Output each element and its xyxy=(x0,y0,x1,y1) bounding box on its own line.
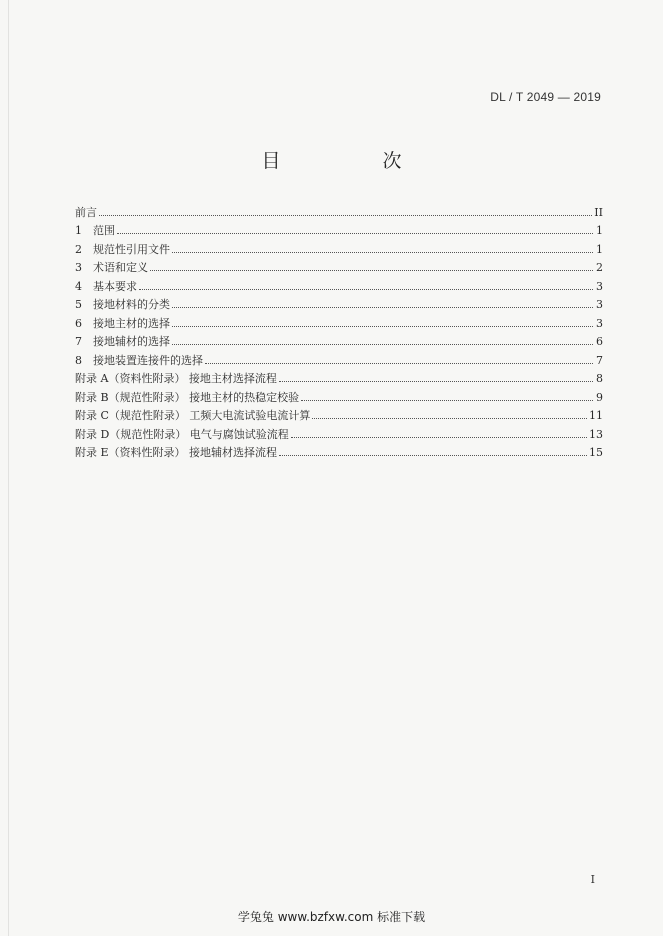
toc-entry-label: 基本要求 xyxy=(93,279,137,293)
toc-entry-label: 接地装置连接件的选择 xyxy=(93,353,203,367)
toc-leader-dots xyxy=(172,343,593,345)
toc-entry-1[interactable] xyxy=(75,219,603,238)
toc-entry-appendix-c[interactable] xyxy=(75,404,603,423)
toc-entry-appendix-b[interactable] xyxy=(75,385,603,404)
toc-leader-dots xyxy=(99,214,592,216)
toc-leader-dots xyxy=(301,399,593,401)
toc-leader-dots xyxy=(117,232,593,234)
toc-entry-page: II xyxy=(594,205,603,219)
toc-entry-page: 1 xyxy=(596,224,603,237)
toc-entry-2[interactable] xyxy=(75,237,603,256)
toc-entry-label: 规范性引用文件 xyxy=(93,242,170,256)
toc-entry-page: 3 xyxy=(596,298,603,311)
toc-entry-number: 6 xyxy=(75,316,82,330)
toc-entry-label: 范围 xyxy=(93,224,115,237)
toc-entry-label: 附录 D（规范性附录） 电气与腐蚀试验流程 xyxy=(75,427,289,441)
toc-leader-dots xyxy=(312,417,587,419)
toc-entry-label: 接地主材的选择 xyxy=(93,316,170,330)
toc-entry-7[interactable] xyxy=(75,330,603,349)
toc-leader-dots xyxy=(172,325,593,327)
table-of-contents xyxy=(75,200,603,459)
toc-entry-number: 2 xyxy=(75,242,82,256)
toc-entry-label: 接地材料的分类 xyxy=(93,298,170,311)
toc-entry-label: 附录 E（资料性附录） 接地辅材选择流程 xyxy=(75,446,278,459)
toc-leader-dots xyxy=(291,436,587,438)
toc-entry-label: 附录 B（规范性附录） 接地主材的热稳定校验 xyxy=(75,390,300,404)
toc-entry-label: 接地辅材的选择 xyxy=(93,335,170,348)
toc-entry-foreword[interactable] xyxy=(75,200,603,219)
toc-entry-page: 15 xyxy=(589,446,603,459)
toc-leader-dots xyxy=(279,454,587,456)
toc-leader-dots xyxy=(139,288,593,290)
toc-entry-appendix-e[interactable] xyxy=(75,441,603,460)
toc-entry-appendix-a[interactable] xyxy=(75,367,603,386)
toc-entry-page: 9 xyxy=(596,390,603,404)
toc-entry-page: 1 xyxy=(596,242,603,256)
page-edge xyxy=(8,0,9,936)
toc-entry-page: 8 xyxy=(596,372,603,385)
toc-entry-number: 8 xyxy=(75,353,82,367)
toc-leader-dots xyxy=(279,380,593,382)
toc-entry-label: 前言 xyxy=(75,205,97,219)
standard-code: DL / T 2049 — 2019 xyxy=(490,90,601,104)
toc-entry-page: 3 xyxy=(596,316,603,330)
toc-entry-label: 术语和定义 xyxy=(93,261,148,274)
toc-entry-page: 6 xyxy=(596,335,603,348)
footer-watermark-text: 学兔兔 www.bzfxw.com 标准下载 xyxy=(237,910,426,924)
toc-entry-page: 13 xyxy=(589,427,603,441)
toc-entry-page: 7 xyxy=(596,353,603,367)
toc-entry-number: 3 xyxy=(75,261,82,274)
toc-entry-6[interactable] xyxy=(75,311,603,330)
toc-entry-8[interactable] xyxy=(75,348,603,367)
toc-entry-number: 1 xyxy=(75,224,82,237)
toc-leader-dots xyxy=(172,251,593,253)
toc-leader-dots xyxy=(150,269,593,271)
page-number: I xyxy=(590,873,595,886)
toc-entry-label: 附录 C（规范性附录） 工频大电流试验电流计算 xyxy=(75,409,311,422)
toc-entry-appendix-d[interactable] xyxy=(75,422,603,441)
toc-leader-dots xyxy=(172,306,593,308)
toc-entry-number: 7 xyxy=(75,335,82,348)
toc-entry-number: 5 xyxy=(75,298,82,311)
toc-entry-3[interactable] xyxy=(75,256,603,275)
toc-leader-dots xyxy=(205,362,593,364)
toc-entry-page: 11 xyxy=(589,409,603,422)
toc-entry-number: 4 xyxy=(75,279,82,293)
page-title: 目 次 xyxy=(261,150,450,172)
toc-entry-page: 2 xyxy=(596,261,603,274)
toc-entry-label: 附录 A（资料性附录） 接地主材选择流程 xyxy=(75,372,277,385)
toc-entry-4[interactable] xyxy=(75,274,603,293)
toc-entry-5[interactable] xyxy=(75,293,603,312)
toc-entry-page: 3 xyxy=(596,279,603,293)
